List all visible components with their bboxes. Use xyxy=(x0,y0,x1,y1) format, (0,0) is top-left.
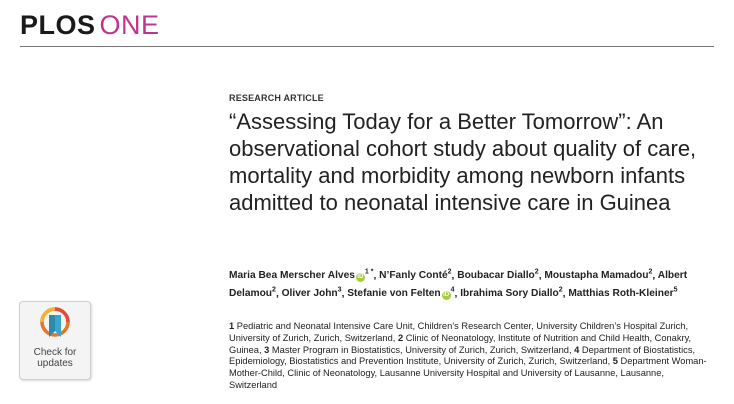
author-affiliation-number: 5 xyxy=(673,286,678,294)
check-for-updates-badge[interactable] xyxy=(19,301,91,380)
affiliation-number: 5 xyxy=(612,356,618,367)
article-type: RESEARCH ARTICLE xyxy=(229,93,324,103)
badge-label-line2: updates xyxy=(37,358,73,369)
orcid-icon[interactable]: iD xyxy=(443,291,450,298)
author-affiliation-number: 3 xyxy=(337,286,342,294)
author-affiliation-number: 4 xyxy=(450,286,455,294)
author-name: N’Fanly Conté xyxy=(379,270,448,282)
author[interactable] xyxy=(457,270,538,281)
author[interactable] xyxy=(347,288,454,299)
affiliation-text: Master Program in Biostatistics, University of Zurich, Zurich, Switzerland, xyxy=(269,344,575,355)
article-title: “Assessing Today for a Better Tomorrow”: An observational cohort study about quality of care, mortality and morbidity among newborn infants admitted to neonatal intensive care in Guinea xyxy=(229,109,697,215)
affiliation-list xyxy=(229,321,709,392)
author-name: Matthias Roth-Kleiner xyxy=(568,287,674,299)
author-name: Oliver John xyxy=(281,287,338,299)
header-divider xyxy=(20,46,714,47)
author[interactable] xyxy=(229,270,373,281)
journal-logo[interactable] xyxy=(20,10,160,41)
affiliation-text: Clinic of Neonatology, Institute of Nutrition and Child Health, Conakry, Guinea, xyxy=(229,332,692,355)
affiliation-text: Department of Biostatistics, Epidemiology, Biostatistics and Prevention Institute, University of Zurich, Zurich, Switzerland, xyxy=(229,344,696,367)
author-affiliation-number: 1 * xyxy=(364,269,374,276)
author-affiliation-number: 2 xyxy=(648,269,653,276)
author-name: Maria Bea Merscher Alves xyxy=(229,270,355,282)
author-name: Ibrahima Sory Diallo xyxy=(460,287,559,299)
author[interactable] xyxy=(568,288,677,299)
author-name: Stefanie von Felten xyxy=(347,287,441,299)
affiliation-number: 3 xyxy=(264,344,270,355)
affiliation-number: 2 xyxy=(397,332,404,343)
author-list: Maria Bea Merscher Alves $iD^{1 *}$, N’Fanly Conté$^2$, Boubacar Diallo$^2$, Moustapha Mamadou$^2$, Albert Delamou$^2$, Oliver John$^3$, Stefanie von Felten $iD^4$, Ibrahima Sory Diallo$^2$, Matthias Roth-Kleiner$^5$ xyxy=(229,269,688,299)
affiliation-number: 1 xyxy=(229,321,235,331)
author-name: Albert Delamou xyxy=(229,270,688,299)
author-affiliation-number: 2 xyxy=(447,269,452,276)
affiliation-number: 4 xyxy=(574,344,580,355)
author[interactable] xyxy=(460,288,562,299)
affiliation-text: Department Woman-Mother-Child, Clinic of Neonatology, Lausanne University Hospital and University of Lausanne, Lausanne, Switzerland xyxy=(229,356,707,390)
author-name: Boubacar Diallo xyxy=(457,270,535,282)
author[interactable] xyxy=(544,270,652,281)
journal-name-one: ONE xyxy=(99,10,160,40)
orcid-icon[interactable]: iD xyxy=(357,274,364,281)
author[interactable] xyxy=(379,270,451,281)
crossmark-icon xyxy=(40,307,70,345)
journal-name-plos: PLOS xyxy=(20,10,96,40)
author-affiliation-number: 2 xyxy=(534,269,539,276)
author-affiliation-number: 2 xyxy=(558,286,563,294)
badge-label-line1: Check for xyxy=(33,347,77,358)
affiliation-text: Pediatric and Neonatal Intensive Care Unit, Children’s Research Center, University Children’s Hospital Zurich, University of Zurich, Zurich, Switzerland, xyxy=(229,321,689,343)
author-name: Moustapha Mamadou xyxy=(544,270,649,282)
author[interactable] xyxy=(282,288,342,299)
author-affiliation-number: 2 xyxy=(272,286,276,294)
